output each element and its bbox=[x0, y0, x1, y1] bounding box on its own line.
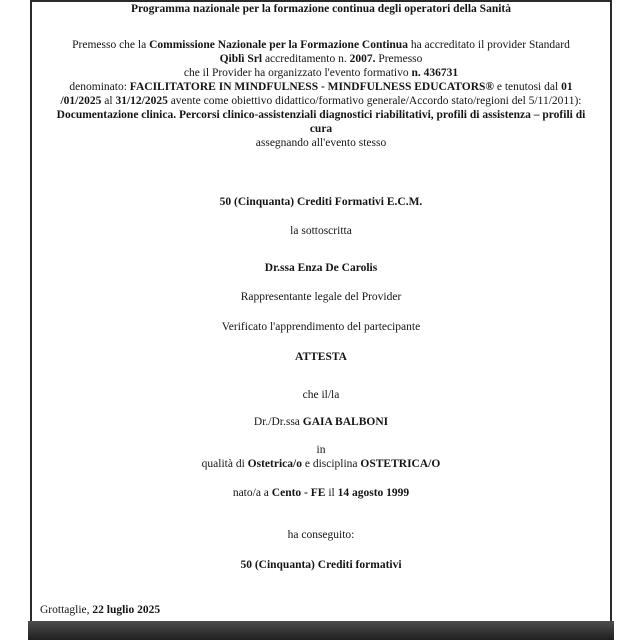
event-start-date: 01 bbox=[561, 81, 573, 93]
achieved-line: ha conseguito: bbox=[287, 529, 355, 541]
premise-line-4 bbox=[32, 80, 610, 94]
event-start-date-cont: /01/2025 bbox=[60, 95, 102, 107]
text-segment: denominato: bbox=[69, 81, 130, 93]
attesta-heading: ATTESTA bbox=[295, 351, 347, 363]
document-page bbox=[32, 0, 610, 617]
text-segment: avente come obiettivo didattico/formativo generale/Accordo stato/regioni del 5/11/2011): bbox=[167, 95, 582, 107]
text-segment: accreditamento n. bbox=[262, 53, 350, 65]
text-segment: e disciplina bbox=[301, 458, 361, 470]
verified-line: Verificato l'apprendimento del partecipante bbox=[221, 321, 421, 333]
premise-line-5 bbox=[32, 94, 610, 108]
text-segment: qualità di bbox=[201, 458, 248, 470]
signature-place-date bbox=[32, 603, 610, 617]
text-segment: nato/a a bbox=[232, 487, 272, 499]
text-segment: che il Provider ha organizzato l'evento formativo bbox=[183, 67, 412, 79]
commission-name: Commissione Nazionale per la Formazione Continua bbox=[149, 39, 408, 51]
premise-line-2 bbox=[32, 52, 610, 66]
legal-rep-name: Dr.ssa Enza De Carolis bbox=[264, 262, 378, 274]
discipline: OSTETRICA/O bbox=[360, 458, 441, 470]
accreditation-number: 2007. bbox=[349, 53, 376, 65]
premise-line-3 bbox=[32, 66, 610, 80]
profession: Ostetrica/o bbox=[247, 458, 302, 470]
birth-date: 14 agosto 1999 bbox=[337, 487, 410, 499]
text-segment: il bbox=[325, 487, 338, 499]
credits-ecm-line: 50 (Cinquanta) Crediti Formativi E.C.M. bbox=[219, 196, 423, 208]
text-segment: e tenutosi dal bbox=[493, 81, 562, 93]
text-segment: ha accreditato il provider Standard bbox=[407, 39, 570, 51]
objective-line-2: cura bbox=[309, 123, 333, 135]
provider-name: Qiblì Srl bbox=[219, 53, 263, 65]
participant-prefix: Dr./Dr.ssa bbox=[253, 416, 303, 428]
credits-final-line: 50 (Cinquanta) Crediti formativi bbox=[240, 559, 402, 571]
event-title: FACILITATORE IN MINDFULNESS - MINDFULNESS EDUCATORS® bbox=[129, 81, 494, 93]
assigning-line: assegnando all'evento stesso bbox=[255, 137, 387, 149]
objective-line-1: Documentazione clinica. Percorsi clinico-assistenziali diagnostici riabilitativi, profili di assistenza – profili di bbox=[56, 109, 586, 121]
birth-line bbox=[32, 486, 610, 500]
legal-rep-role: Rappresentante legale del Provider bbox=[240, 291, 402, 303]
page-edge-bottom bbox=[28, 621, 614, 640]
text-segment: Premesso bbox=[375, 53, 423, 65]
doc-title: Programma nazionale per la formazione continua degli operatori della Sanità bbox=[131, 3, 511, 15]
quality-line bbox=[32, 457, 610, 471]
text-segment: Premesso che la bbox=[72, 39, 150, 51]
in-line: in bbox=[316, 444, 326, 456]
birth-place: Cento - FE bbox=[271, 487, 326, 499]
signature-place: Grottaglie, bbox=[40, 604, 93, 616]
text-segment: al bbox=[101, 95, 116, 107]
undersigned-line: la sottoscritta bbox=[290, 225, 352, 237]
premise-line-1 bbox=[32, 38, 610, 52]
event-end-date: 31/12/2025 bbox=[115, 95, 168, 107]
event-number: n. 436731 bbox=[411, 67, 459, 79]
participant-name: GAIA BALBONI bbox=[302, 416, 389, 428]
che-il-la-line: che il/la bbox=[302, 389, 340, 401]
page-edge-right bbox=[610, 0, 612, 622]
signature-date: 22 luglio 2025 bbox=[92, 604, 161, 616]
participant-line bbox=[32, 415, 610, 429]
